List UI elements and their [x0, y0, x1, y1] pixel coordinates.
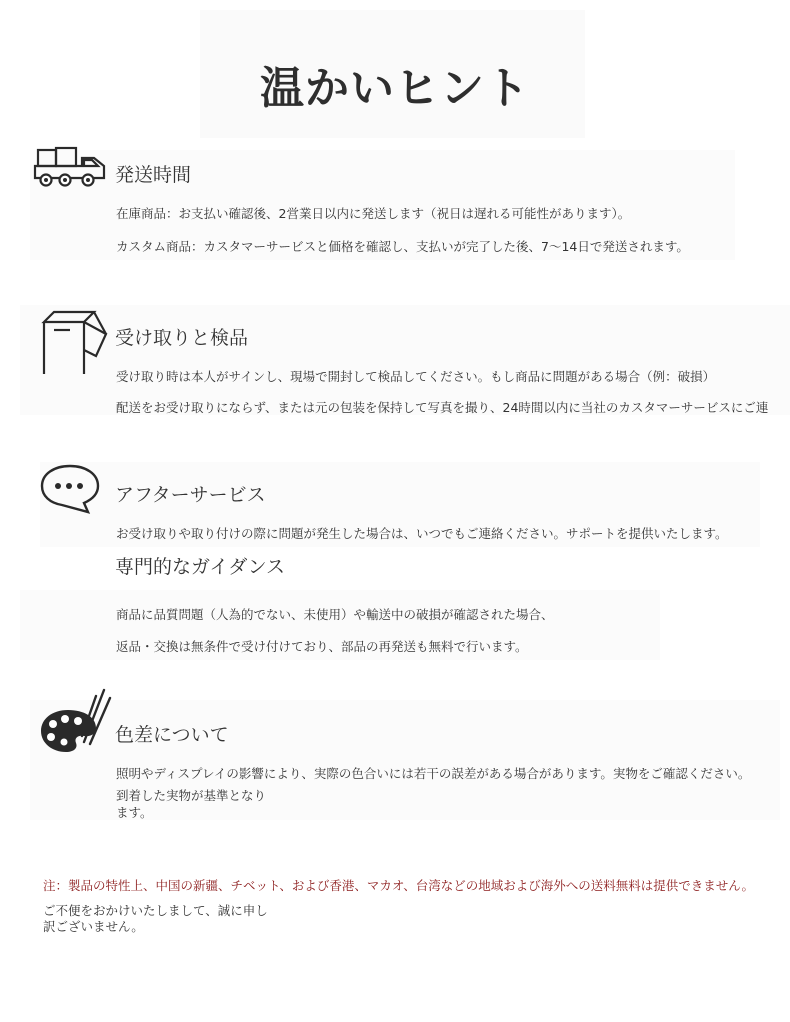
receipt-heading: 受け取りと検品: [115, 327, 249, 349]
color-line-standard: 到着した実物が基準となります。: [116, 788, 267, 820]
paint-palette-icon: [38, 686, 114, 756]
after-service-heading: アフターサービス: [115, 484, 266, 506]
color-heading: 色差について: [115, 724, 229, 746]
color-line-lighting: 照明やディスプレイの影響により、実際の色合いには若干の誤差がある場合があります。実物をご確認ください。: [116, 766, 751, 781]
receipt-line-contact: 配送をお受け取りにならず、または元の包装を保持して写真を撮り、24時間以内に当社のカスタマーサービスにご連: [116, 400, 769, 415]
shipping-line-stock: 在庫商品：お支払い確認後、2営業日以内に発送します（祝日は遅れる可能性があります）。: [116, 206, 631, 221]
shipping-line-custom: カスタム商品：カスタマーサービスと価格を確認し、支払いが完了した後、7〜14日で発送されます。: [116, 239, 689, 254]
apology-text: ご不便をおかけいたしまして、誠に申し訳ございません。: [43, 903, 268, 934]
package-box-icon: [38, 308, 112, 380]
guidance-heading: 専門的なガイダンス: [115, 556, 286, 578]
after-service-line: お受け取りや取り付けの際に問題が発生した場合は、いつでもご連絡ください。サポートを提供いたします。: [116, 526, 728, 541]
speech-bubble-icon: [38, 462, 102, 514]
shipping-heading: 発送時間: [115, 164, 192, 186]
page-title: 温かいヒント: [260, 63, 530, 114]
receipt-line-sign: 受け取り時は本人がサインし、現場で開封して検品してください。もし商品に問題がある場合（例：破損）: [116, 369, 716, 384]
truck-icon: [32, 144, 112, 190]
guidance-line-return: 返品・交換は無条件で受け付けており、部品の再発送も無料で行います。: [116, 639, 528, 654]
shipping-exclusion-note: 注：製品の特性上、中国の新疆、チベット、および香港、マカオ、台湾などの地域および海外への送料無料は提供できません。: [43, 878, 755, 893]
guidance-line-quality: 商品に品質問題（人為的でない、未使用）や輸送中の破損が確認された場合、: [116, 607, 554, 622]
